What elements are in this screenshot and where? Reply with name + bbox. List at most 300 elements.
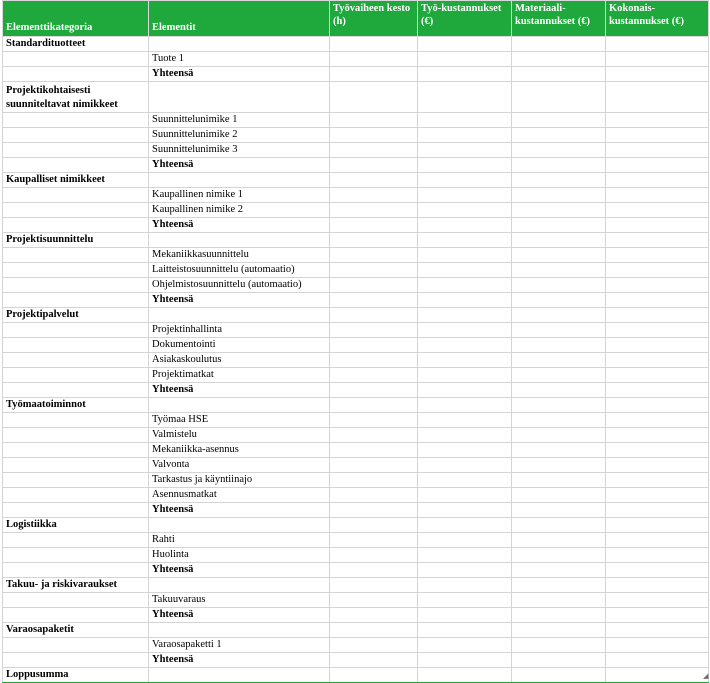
table-cell[interactable]	[3, 67, 149, 82]
table-cell[interactable]	[606, 37, 709, 52]
table-cell[interactable]	[330, 128, 418, 143]
element-name[interactable]: Mekaniikka-asennus	[149, 443, 330, 458]
table-cell[interactable]	[3, 353, 149, 368]
table-cell[interactable]	[330, 308, 418, 323]
subtotal-row	[3, 608, 709, 623]
table-cell[interactable]	[418, 533, 512, 548]
table-cell[interactable]	[512, 218, 606, 233]
table-cell[interactable]	[330, 488, 418, 503]
table-cell[interactable]	[330, 368, 418, 383]
table-row	[3, 278, 709, 293]
subtotal-label[interactable]: Yhteensä	[149, 218, 330, 233]
category-row	[3, 518, 709, 533]
table-cell[interactable]	[330, 413, 418, 428]
table-cell[interactable]	[606, 608, 709, 623]
table-cell[interactable]	[512, 338, 606, 353]
table-cell[interactable]	[512, 503, 606, 518]
table-cell[interactable]	[3, 293, 149, 308]
table-cell[interactable]	[512, 473, 606, 488]
table-cell[interactable]	[512, 233, 606, 248]
table-cell[interactable]	[418, 143, 512, 158]
table-cell[interactable]	[512, 548, 606, 563]
table-cell[interactable]	[512, 518, 606, 533]
table-cell[interactable]	[418, 473, 512, 488]
table-cell[interactable]	[418, 67, 512, 82]
table-cell[interactable]	[330, 37, 418, 52]
table-cell[interactable]	[606, 623, 709, 638]
category-name[interactable]: Takuu- ja riskivaraukset	[3, 578, 149, 593]
table-cell[interactable]	[606, 413, 709, 428]
table-cell[interactable]	[149, 623, 330, 638]
grand-total-label[interactable]: Loppusumma	[3, 668, 149, 683]
table-cell[interactable]	[3, 548, 149, 563]
table-row	[3, 143, 709, 158]
table-cell[interactable]	[149, 578, 330, 593]
table-cell[interactable]	[512, 113, 606, 128]
table-cell[interactable]	[3, 263, 149, 278]
table-cell[interactable]	[330, 52, 418, 67]
table-cell[interactable]	[606, 563, 709, 578]
table-row	[3, 368, 709, 383]
table-cell[interactable]	[418, 37, 512, 52]
table-cell[interactable]	[418, 548, 512, 563]
table-cell[interactable]	[512, 203, 606, 218]
element-name[interactable]: Työmaa HSE	[149, 413, 330, 428]
table-cell[interactable]	[512, 668, 606, 683]
table-cell[interactable]	[330, 67, 418, 82]
table-cell[interactable]	[149, 308, 330, 323]
table-cell[interactable]	[606, 248, 709, 263]
subtotal-label[interactable]: Yhteensä	[149, 608, 330, 623]
table-cell[interactable]	[606, 188, 709, 203]
table-cell[interactable]	[149, 82, 330, 113]
table-cell[interactable]	[330, 338, 418, 353]
table-cell[interactable]	[418, 563, 512, 578]
table-cell[interactable]	[418, 248, 512, 263]
table-cell[interactable]	[418, 263, 512, 278]
category-name[interactable]: Kaupalliset nimikkeet	[3, 173, 149, 188]
table-cell[interactable]	[3, 608, 149, 623]
table-cell[interactable]	[512, 82, 606, 113]
table-cell[interactable]	[149, 668, 330, 683]
table-cell[interactable]	[512, 653, 606, 668]
table-cell[interactable]	[3, 323, 149, 338]
table-cell[interactable]	[418, 383, 512, 398]
category-row	[3, 308, 709, 323]
table-cell[interactable]	[418, 458, 512, 473]
table-cell[interactable]	[3, 188, 149, 203]
category-name[interactable]: Projektipalvelut	[3, 308, 149, 323]
table-body	[3, 37, 709, 683]
table-cell[interactable]	[330, 398, 418, 413]
table-cell[interactable]	[606, 578, 709, 593]
table-cell[interactable]	[418, 593, 512, 608]
element-name[interactable]: Kaupallinen nimike 1	[149, 188, 330, 203]
table-cell[interactable]	[3, 458, 149, 473]
table-cell[interactable]	[330, 518, 418, 533]
table-cell[interactable]	[418, 128, 512, 143]
table-cell[interactable]	[606, 82, 709, 113]
table-row	[3, 548, 709, 563]
table-cell[interactable]	[606, 443, 709, 458]
element-name[interactable]: Valvonta	[149, 458, 330, 473]
element-name[interactable]: Tuote 1	[149, 52, 330, 67]
table-cell[interactable]	[512, 488, 606, 503]
table-cell[interactable]	[606, 458, 709, 473]
category-row	[3, 82, 709, 113]
table-row	[3, 353, 709, 368]
table-cell[interactable]	[330, 158, 418, 173]
table-row	[3, 473, 709, 488]
subtotal-label[interactable]: Yhteensä	[149, 67, 330, 82]
table-cell[interactable]	[330, 263, 418, 278]
table-cell[interactable]	[330, 113, 418, 128]
table-cell[interactable]	[330, 533, 418, 548]
table-cell[interactable]	[330, 428, 418, 443]
table-cell[interactable]	[418, 503, 512, 518]
table-cell[interactable]	[3, 473, 149, 488]
table-cell[interactable]	[418, 173, 512, 188]
subtotal-row	[3, 218, 709, 233]
table-cell[interactable]	[606, 368, 709, 383]
table-row	[3, 128, 709, 143]
table-row	[3, 638, 709, 653]
table-cell[interactable]	[330, 233, 418, 248]
cost-table	[2, 0, 709, 683]
element-name[interactable]: Projektinhallinta	[149, 323, 330, 338]
table-cell[interactable]	[3, 218, 149, 233]
table-cell[interactable]	[3, 533, 149, 548]
table-cell[interactable]	[606, 653, 709, 668]
table-cell[interactable]	[3, 443, 149, 458]
element-name[interactable]: Suunnittelunimike 1	[149, 113, 330, 128]
element-name[interactable]: Asiakaskoulutus	[149, 353, 330, 368]
table-cell[interactable]	[512, 428, 606, 443]
table-cell[interactable]	[418, 578, 512, 593]
table-cell[interactable]	[606, 383, 709, 398]
category-name[interactable]: Projektisuunnittelu	[3, 233, 149, 248]
table-cell[interactable]	[3, 248, 149, 263]
table-cell[interactable]	[330, 503, 418, 518]
element-name[interactable]: Valmistelu	[149, 428, 330, 443]
category-name[interactable]: Standardituotteet	[3, 37, 149, 52]
table-cell[interactable]	[606, 593, 709, 608]
table-row	[3, 188, 709, 203]
table-cell[interactable]	[330, 248, 418, 263]
table-cell[interactable]	[330, 668, 418, 683]
table-cell[interactable]	[330, 143, 418, 158]
subtotal-label[interactable]: Yhteensä	[149, 563, 330, 578]
table-cell[interactable]	[330, 473, 418, 488]
table-cell[interactable]	[606, 353, 709, 368]
table-cell[interactable]	[418, 158, 512, 173]
table-cell[interactable]	[512, 593, 606, 608]
table-cell[interactable]	[418, 428, 512, 443]
table-cell[interactable]	[3, 563, 149, 578]
table-cell[interactable]	[330, 638, 418, 653]
table-cell[interactable]	[512, 188, 606, 203]
table-cell[interactable]	[3, 203, 149, 218]
table-cell[interactable]	[606, 203, 709, 218]
header-labor-cost[interactable]: Työ-kustannukset (€)	[418, 1, 512, 37]
table-row	[3, 323, 709, 338]
header-elements[interactable]: Elementit	[149, 1, 330, 37]
table-cell[interactable]	[606, 173, 709, 188]
element-name[interactable]: Laitteistosuunnittelu (automaatio)	[149, 263, 330, 278]
category-row	[3, 398, 709, 413]
table-row	[3, 203, 709, 218]
header-total-cost[interactable]: Kokonais-kustannukset (€)	[606, 1, 709, 37]
table-cell[interactable]	[512, 293, 606, 308]
table-cell[interactable]	[418, 398, 512, 413]
table-cell[interactable]	[418, 233, 512, 248]
table-cell[interactable]	[606, 668, 709, 683]
table-cell[interactable]	[606, 548, 709, 563]
table-cell[interactable]	[606, 293, 709, 308]
table-cell[interactable]	[606, 323, 709, 338]
table-cell[interactable]	[512, 638, 606, 653]
table-cell[interactable]	[149, 518, 330, 533]
table-cell[interactable]	[3, 653, 149, 668]
table-cell[interactable]	[149, 173, 330, 188]
table-cell[interactable]	[606, 143, 709, 158]
table-cell[interactable]	[606, 428, 709, 443]
table-cell[interactable]	[330, 458, 418, 473]
table-cell[interactable]	[512, 143, 606, 158]
table-cell[interactable]	[606, 503, 709, 518]
table-cell[interactable]	[330, 278, 418, 293]
subtotal-row	[3, 293, 709, 308]
table-cell[interactable]	[330, 578, 418, 593]
table-cell[interactable]	[330, 593, 418, 608]
table-cell[interactable]	[606, 52, 709, 67]
table-cell[interactable]	[606, 218, 709, 233]
table-cell[interactable]	[3, 593, 149, 608]
table-row	[3, 593, 709, 608]
table-cell[interactable]	[512, 413, 606, 428]
table-cell[interactable]	[512, 368, 606, 383]
table-cell[interactable]	[512, 623, 606, 638]
table-cell[interactable]	[512, 52, 606, 67]
table-cell[interactable]	[418, 518, 512, 533]
table-cell[interactable]	[606, 638, 709, 653]
table-cell[interactable]	[3, 488, 149, 503]
table-cell[interactable]	[3, 52, 149, 67]
category-row	[3, 623, 709, 638]
table-cell[interactable]	[330, 203, 418, 218]
table-cell[interactable]	[3, 143, 149, 158]
table-cell[interactable]	[418, 353, 512, 368]
subtotal-row	[3, 563, 709, 578]
table-cell[interactable]	[512, 323, 606, 338]
element-name[interactable]: Rahti	[149, 533, 330, 548]
category-name[interactable]: Varaosapaketit	[3, 623, 149, 638]
table-cell[interactable]	[330, 563, 418, 578]
table-row	[3, 413, 709, 428]
table-cell[interactable]	[512, 158, 606, 173]
table-cell[interactable]	[330, 383, 418, 398]
table-cell[interactable]	[330, 293, 418, 308]
table-cell[interactable]	[512, 578, 606, 593]
table-cell[interactable]	[330, 173, 418, 188]
table-cell[interactable]	[418, 113, 512, 128]
table-cell[interactable]	[512, 398, 606, 413]
table-cell[interactable]	[512, 443, 606, 458]
table-cell[interactable]	[512, 563, 606, 578]
table-row	[3, 428, 709, 443]
table-cell[interactable]	[418, 488, 512, 503]
table-cell[interactable]	[606, 488, 709, 503]
table-cell[interactable]	[149, 37, 330, 52]
table-cell[interactable]	[418, 623, 512, 638]
table-cell[interactable]	[3, 278, 149, 293]
table-cell[interactable]	[606, 263, 709, 278]
element-name[interactable]: Ohjelmistosuunnittelu (automaatio)	[149, 278, 330, 293]
table-cell[interactable]	[3, 128, 149, 143]
element-name[interactable]: Takuuvaraus	[149, 593, 330, 608]
table-cell[interactable]	[330, 653, 418, 668]
table-cell[interactable]	[330, 353, 418, 368]
subtotal-row	[3, 158, 709, 173]
table-cell[interactable]	[418, 668, 512, 683]
table-cell[interactable]	[330, 218, 418, 233]
table-cell[interactable]	[330, 188, 418, 203]
table-cell[interactable]	[606, 533, 709, 548]
table-cell[interactable]	[512, 353, 606, 368]
table-cell[interactable]	[512, 128, 606, 143]
table-cell[interactable]	[330, 548, 418, 563]
category-name[interactable]: Työmaatoiminnot	[3, 398, 149, 413]
table-cell[interactable]	[418, 368, 512, 383]
header-material-cost[interactable]: Materiaali-kustannukset (€)	[512, 1, 606, 37]
table-cell[interactable]	[512, 263, 606, 278]
table-cell[interactable]	[512, 278, 606, 293]
table-cell[interactable]	[3, 428, 149, 443]
subtotal-label[interactable]: Yhteensä	[149, 503, 330, 518]
table-cell[interactable]	[330, 608, 418, 623]
table-row	[3, 263, 709, 278]
category-row	[3, 578, 709, 593]
table-cell[interactable]	[149, 398, 330, 413]
table-cell[interactable]	[606, 338, 709, 353]
element-name[interactable]: Varaosapaketti 1	[149, 638, 330, 653]
subtotal-row	[3, 383, 709, 398]
table-cell[interactable]	[330, 323, 418, 338]
table-cell[interactable]	[512, 608, 606, 623]
table-cell[interactable]	[330, 82, 418, 113]
element-name[interactable]: Suunnittelunimike 3	[149, 143, 330, 158]
table-cell[interactable]	[3, 383, 149, 398]
element-name[interactable]: Projektimatkat	[149, 368, 330, 383]
table-cell[interactable]	[418, 653, 512, 668]
table-cell[interactable]	[512, 533, 606, 548]
element-name[interactable]: Mekaniikkasuunnittelu	[149, 248, 330, 263]
element-name[interactable]: Kaupallinen nimike 2	[149, 203, 330, 218]
table-cell[interactable]	[3, 113, 149, 128]
table-cell[interactable]	[512, 248, 606, 263]
table-cell[interactable]	[3, 338, 149, 353]
table-row	[3, 458, 709, 473]
table-cell[interactable]	[418, 188, 512, 203]
table-cell[interactable]	[606, 128, 709, 143]
table-cell[interactable]	[418, 203, 512, 218]
table-cell[interactable]	[3, 503, 149, 518]
subtotal-label[interactable]: Yhteensä	[149, 383, 330, 398]
subtotal-label[interactable]: Yhteensä	[149, 158, 330, 173]
subtotal-label[interactable]: Yhteensä	[149, 293, 330, 308]
subtotal-label[interactable]: Yhteensä	[149, 653, 330, 668]
resize-handle-icon[interactable]: ◢	[703, 672, 709, 680]
category-row	[3, 233, 709, 248]
table-row	[3, 52, 709, 67]
element-name[interactable]: Dokumentointi	[149, 338, 330, 353]
table-cell[interactable]	[606, 158, 709, 173]
table-cell[interactable]	[512, 383, 606, 398]
table-cell[interactable]	[418, 52, 512, 67]
table-cell[interactable]	[418, 323, 512, 338]
table-cell[interactable]	[149, 233, 330, 248]
table-cell[interactable]	[606, 308, 709, 323]
element-name[interactable]: Suunnittelunimike 2	[149, 128, 330, 143]
table-cell[interactable]	[606, 67, 709, 82]
table-cell[interactable]	[512, 67, 606, 82]
table-cell[interactable]	[606, 233, 709, 248]
table-cell[interactable]	[418, 218, 512, 233]
table-row	[3, 113, 709, 128]
element-name[interactable]: Tarkastus ja käyntiinajo	[149, 473, 330, 488]
table-cell[interactable]	[606, 113, 709, 128]
table-cell[interactable]	[3, 413, 149, 428]
table-cell[interactable]	[418, 338, 512, 353]
table-cell[interactable]	[512, 308, 606, 323]
table-cell[interactable]	[418, 443, 512, 458]
table-cell[interactable]	[606, 398, 709, 413]
table-cell[interactable]	[606, 278, 709, 293]
table-row	[3, 533, 709, 548]
table-cell[interactable]	[418, 638, 512, 653]
table-cell[interactable]	[3, 158, 149, 173]
table-row	[3, 488, 709, 503]
table-cell[interactable]	[418, 608, 512, 623]
element-name[interactable]: Asennusmatkat	[149, 488, 330, 503]
table-cell[interactable]	[512, 458, 606, 473]
category-name[interactable]: Projektikohtaisesti suunniteltavat nimikkeet	[3, 82, 149, 113]
table-cell[interactable]	[606, 473, 709, 488]
table-cell[interactable]	[418, 278, 512, 293]
table-cell[interactable]	[512, 173, 606, 188]
table-row	[3, 248, 709, 263]
table-cell[interactable]	[418, 308, 512, 323]
table-header	[3, 1, 709, 37]
subtotal-row	[3, 67, 709, 82]
table-cell[interactable]	[418, 82, 512, 113]
table-cell[interactable]	[512, 37, 606, 52]
category-name[interactable]: Logistiikka	[3, 518, 149, 533]
grand-total-row	[3, 668, 709, 683]
table-cell[interactable]	[3, 368, 149, 383]
table-cell[interactable]	[418, 293, 512, 308]
table-row	[3, 338, 709, 353]
table-row	[3, 443, 709, 458]
header-category[interactable]: Elementtikategoria	[3, 1, 149, 37]
table-cell[interactable]	[330, 623, 418, 638]
element-name[interactable]: Huolinta	[149, 548, 330, 563]
table-cell[interactable]	[330, 443, 418, 458]
table-cell[interactable]	[3, 638, 149, 653]
table-cell[interactable]	[606, 518, 709, 533]
header-duration[interactable]: Työvaiheen kesto (h)	[330, 1, 418, 37]
table-cell[interactable]	[418, 413, 512, 428]
